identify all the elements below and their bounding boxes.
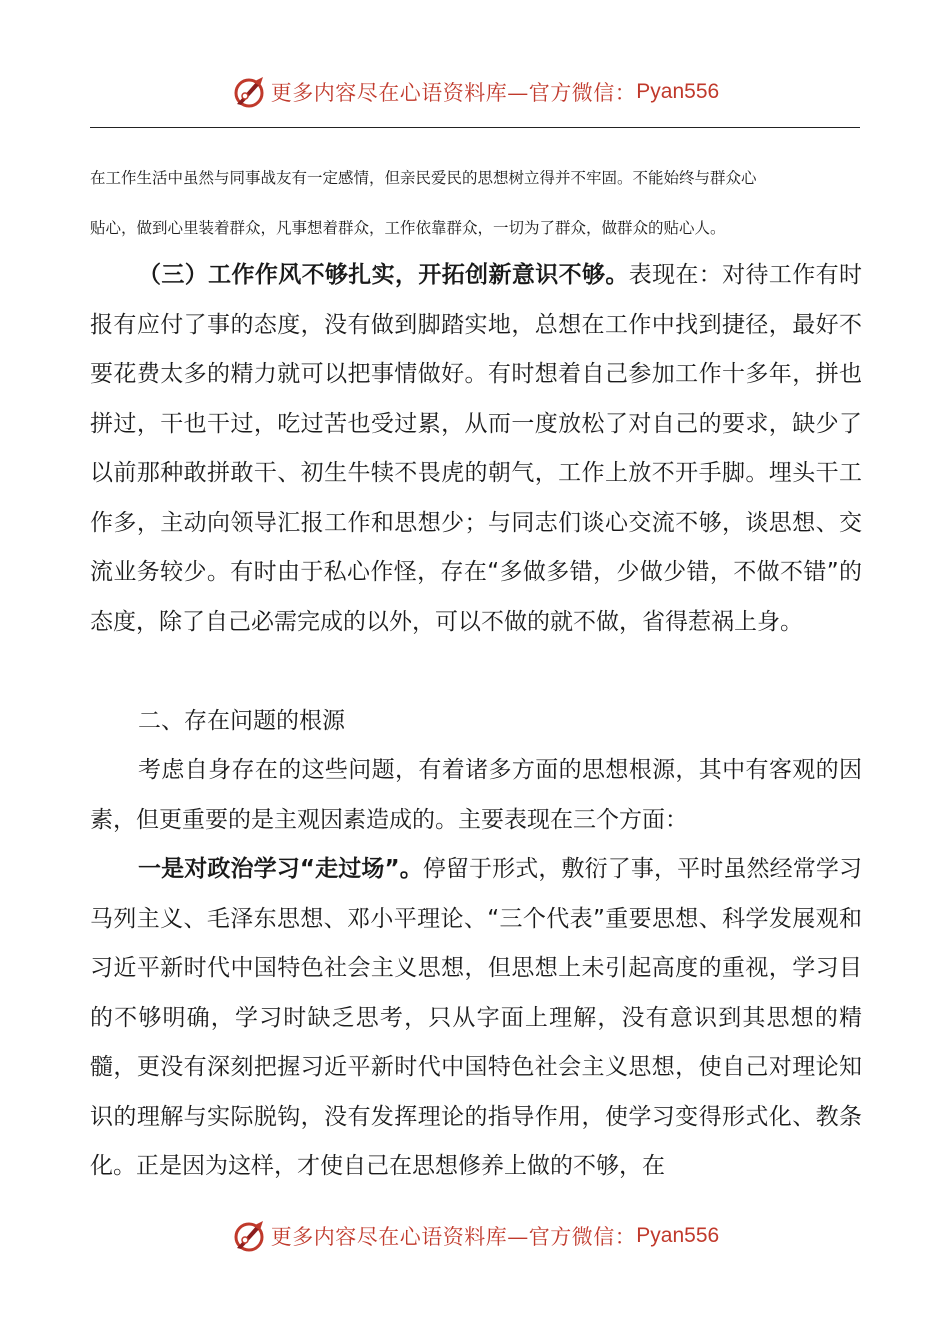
paragraph-heading: （三）工作作风不够扎实，开拓创新意识不够。 (138, 262, 629, 288)
paragraph-political-study (90, 845, 862, 1192)
section-title: 二、存在问题的根源 (138, 708, 345, 734)
quill-logo-icon (231, 74, 267, 110)
wechat-id: Pyan556 (636, 1224, 720, 1247)
section-intro: 考虑自身存在的这些问题，有着诸多方面的思想根源，其中有客观的因素，但更重要的是主观因素造成的。主要表现在三个方面： (90, 757, 862, 833)
banner-text: 更多内容尽在心语资料库—官方微信： (270, 81, 637, 105)
continued-line-1: 在工作生活中虽然与同事战友有一定感情，但亲民爱民的思想树立得并不牢固。不能始终与群众心 (90, 169, 757, 187)
banner-text: 更多内容尽在心语资料库—官方微信： (270, 1225, 637, 1249)
wechat-id: Pyan556 (636, 80, 720, 103)
paragraph-text: 停留于形式，敷衍了事，平时虽然经常学习马列主义、毛泽东思想、邓小平理论、“三个代表”重要思想、科学发展观和习近平新时代中国特色社会主义思想，但思想上未引起高度的重视，学习目的不够明确，学习时缺乏思考，只从字面上理解，没有意识到其思想的精髓，更没有深刻把握习近平新时代中国特色社会主义思想，使自己对理论知识的理解与实际脱钩，没有发挥理论的指导作用，使学习变得形式化、教条化。正是因为这样，才使自己在思想修养上做的不够，在 (90, 856, 862, 1179)
continued-line-2: 贴心，做到心里装着群众，凡事想着群众，工作依靠群众，一切为了群众，做群众的贴心人。 (90, 219, 726, 237)
header-banner (0, 72, 950, 112)
paragraph-text: 表现在：对待工作有时报有应付了事的态度，没有做到脚踏实地，总想在工作中找到捷径，最好不要花费太多的精力就可以把事情做好。有时想着自己参加工作十多年，拼也拼过，干也干过，吃过苦也受过累，从而一度放松了对自己的要求，缺少了以前那种敢拼敢干、初生牛犊不畏虎的朝气，工作上放不开手脚。埋头干工作多，主动向领导汇报工作和思想少；与同志们谈心交流不够，谈思想、交流业务较少。有时由于私心作怪，存在“多做多错，少做少错，不做不错”的态度，除了自己必需完成的以外，可以不做的就不做，省得惹祸上身。 (90, 262, 863, 635)
quill-logo-icon (231, 1218, 267, 1254)
paragraph-heading: 一是对政治学习“走过场”。 (138, 856, 423, 882)
footer-banner (0, 1216, 950, 1256)
header-divider (90, 127, 860, 128)
paragraph-work-style (90, 251, 862, 647)
